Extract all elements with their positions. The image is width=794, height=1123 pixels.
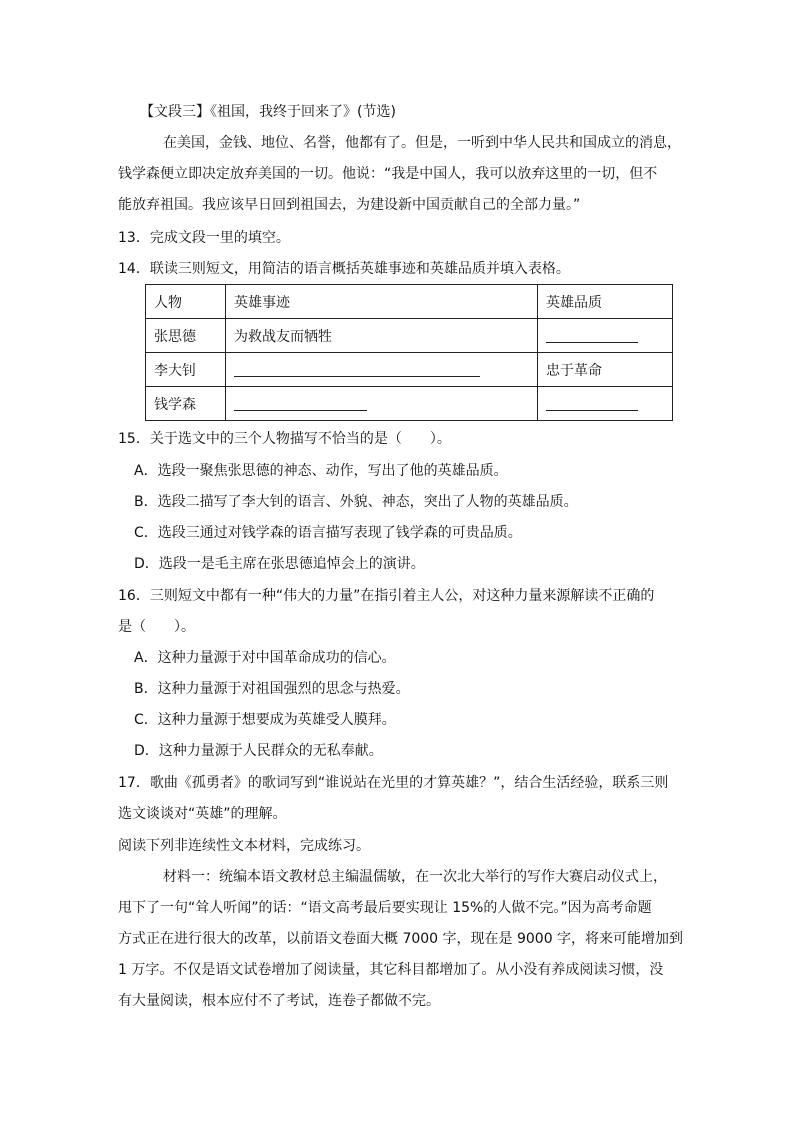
table-row (146, 353, 673, 387)
question-14: 14．联读三则短文，用简洁的语言概括英雄事迹和英雄品质并填入表格。 (118, 261, 570, 277)
section3-paragraph-line-2: 钱学森便立即决定放弃美国的一切。他说：“我是中国人，我可以放弃这里的一切，但不 (118, 166, 658, 182)
material-1-line-1: 材料一：统编本语文教材总主编温儒敏，在一次北大举行的写作大赛启动仪式上， (163, 869, 667, 885)
question-17-line-2: 选文谈谈对“英雄”的理解。 (118, 806, 287, 822)
question-16-option-c[interactable]: C．这种力量源于想要成为英雄受人膜拜。 (134, 712, 396, 728)
answer-blank[interactable] (546, 328, 638, 343)
table-row (146, 319, 673, 353)
question-16-option-b[interactable]: B．这种力量源于对祖国强烈的思念与热爱。 (134, 681, 410, 697)
hero-table (145, 284, 673, 421)
question-13: 13．完成文段一里的填空。 (118, 230, 290, 246)
quality-cell: 忠于革命 (538, 353, 673, 387)
section3-paragraph-line-3: 能放弃祖国。我应该早日回到祖国去，为建设新中国贡献自己的全部力量。” (118, 197, 581, 213)
person-cell: 李大钊 (146, 353, 226, 387)
person-cell: 张思德 (146, 319, 226, 353)
question-17-line-1: 17．歌曲《孤勇者》的歌词写到“谁说站在光里的才算英雄？”，结合生活经验，联系三则 (118, 775, 669, 791)
answer-blank[interactable] (546, 396, 638, 411)
deed-blank-cell (226, 353, 538, 387)
question-16-stem-line-1: 16．三则短文中都有一种“伟大的力量”在指引着主人公，对这种力量来源解读不正确的 (118, 588, 655, 604)
reading-intro: 阅读下列非连续性文本材料，完成练习。 (118, 838, 370, 854)
quality-blank-cell (538, 387, 673, 421)
material-1-line-2: 甩下了一句“耸人听闻”的话：“语文高考最后要实现让 15%的人做不完。”因为高考命题 (118, 900, 652, 916)
section3-title: 【文段三】《祖国，我终于回来了》(节选) (140, 104, 396, 120)
deed-blank-cell (226, 387, 538, 421)
quality-blank-cell (538, 319, 673, 353)
table-header-deed: 英雄事迹 (226, 285, 538, 319)
section3-paragraph-line-1: 在美国，金钱、地位、名誉，他都有了。但是，一听到中华人民共和国成立的消息， (163, 135, 681, 151)
material-1-line-4: 1 万字。不仅是语文试卷增加了阅读量，其它科目都增加了。从小没有养成阅读习惯，没 (118, 962, 664, 978)
question-15-option-c[interactable]: C．选段三通过对钱学森的语言描写表现了钱学森的可贵品质。 (134, 525, 522, 541)
question-15-option-d[interactable]: D．选段一是毛主席在张思德追悼会上的演讲。 (134, 556, 425, 572)
table-row (146, 387, 673, 421)
question-15-option-b[interactable]: B．选段二描写了李大钊的语言、外貌、神态，突出了人物的英雄品质。 (134, 494, 578, 510)
person-cell: 钱学森 (146, 387, 226, 421)
question-15-stem: 15．关于选文中的三个人物描写不恰当的是（ ）。 (118, 431, 451, 447)
answer-blank[interactable] (234, 396, 367, 411)
table-header-quality: 英雄品质 (538, 285, 673, 319)
question-16-option-a[interactable]: A．这种力量源于对中国革命成功的信心。 (134, 650, 396, 666)
answer-blank[interactable] (234, 362, 480, 377)
material-1-line-3: 方式正在进行很大的改革，以前语文卷面大概 7000 字，现在是 9000 字，将来可能增加到 (118, 931, 684, 947)
question-16-option-d[interactable]: D．这种力量源于人民群众的无私奉献。 (134, 743, 383, 759)
deed-cell: 为救战友而牺牲 (226, 319, 538, 353)
table-header-row (146, 285, 673, 319)
question-15-option-a[interactable]: A．选段一聚焦张思德的神态、动作，写出了他的英雄品质。 (134, 463, 508, 479)
question-16-stem-line-2: 是（ ）。 (118, 619, 195, 635)
table-header-person: 人物 (146, 285, 226, 319)
material-1-line-5: 有大量阅读，根本应付不了考试，连卷子都做不完。 (118, 993, 440, 1009)
